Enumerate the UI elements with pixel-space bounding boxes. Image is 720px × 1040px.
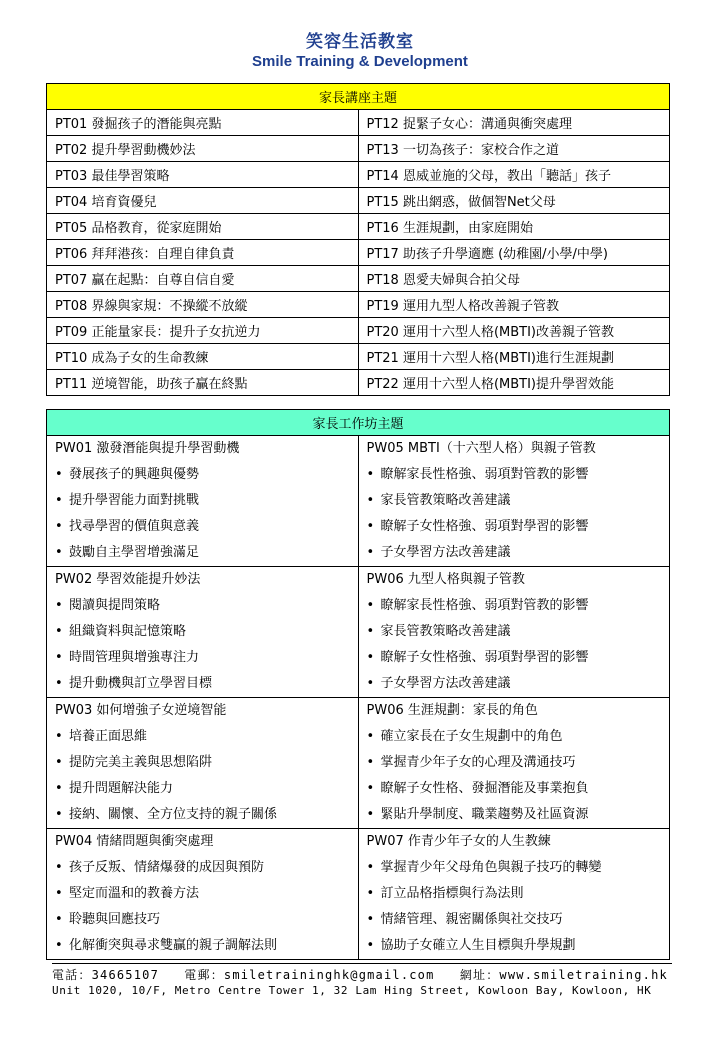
bullet-icon: • [55, 781, 63, 796]
email-label: 電郵： [184, 968, 224, 982]
workshop-bullet-text: 瞭解家長性格強、弱項對管教的影響 [380, 467, 589, 482]
workshop-bullet-item [359, 619, 670, 645]
bullet-icon: • [55, 886, 63, 901]
workshop-bullet-item [359, 750, 670, 776]
workshop-bullet-text: 提防完美主義與思想陷阱 [69, 755, 213, 770]
website-url: www.smiletraining.hk [499, 968, 668, 982]
lecture-topic: PT12 捉緊子女心：溝通與衝突處理 [358, 110, 670, 136]
workshop-title: PW01 激發潛能與提升學習動機 [55, 441, 240, 456]
lecture-topic: PT06 拜拜港孩：自理自律負責 [47, 240, 359, 266]
workshop-bullet-text: 瞭解家長性格強、弱項對管教的影響 [380, 598, 589, 613]
lecture-topic: PT05 品格教育，從家庭開始 [47, 214, 359, 240]
workshop-bullet-text: 堅定而溫和的教養方法 [69, 886, 200, 901]
bullet-icon: • [55, 545, 63, 560]
workshop-title: PW02 學習效能提升妙法 [55, 572, 201, 587]
lecture-topic: PT21 運用十六型人格(MBTI)進行生涯規劃 [358, 344, 670, 370]
workshop-bullet-item [359, 593, 670, 619]
workshop-bullet-text: 化解衝突與尋求雙贏的親子調解法則 [69, 938, 278, 953]
workshop-bullet-list [359, 724, 670, 828]
bullet-icon: • [55, 912, 63, 927]
workshop-row [47, 436, 670, 567]
workshop-cell [358, 829, 670, 960]
workshop-bullet-text: 提升問題解決能力 [69, 781, 174, 796]
bullet-icon: • [366, 493, 375, 508]
lecture-row [47, 266, 670, 292]
workshop-cell [47, 698, 359, 829]
workshop-bullet-item [47, 462, 358, 488]
workshop-bullet-list [47, 593, 358, 697]
workshop-bullet-text: 提升動機與訂立學習目標 [69, 676, 213, 691]
page-header [0, 32, 720, 71]
workshop-bullet-text: 找尋學習的價值與意義 [69, 519, 200, 534]
workshop-bullet-item [47, 593, 358, 619]
bullet-icon: • [55, 729, 63, 744]
workshop-bullet-item [47, 540, 358, 566]
bullet-icon: • [55, 467, 63, 482]
lecture-topic: PT07 贏在起點：自尊自信自愛 [47, 266, 359, 292]
workshop-bullet-list [47, 462, 358, 566]
workshop-bullet-item [47, 619, 358, 645]
lecture-row [47, 188, 670, 214]
lecture-topic: PT20 運用十六型人格(MBTI)改善親子管教 [358, 318, 670, 344]
bullet-icon: • [366, 676, 375, 691]
workshop-bullet-text: 協助子女確立人生目標與升學規劃 [380, 938, 576, 953]
lecture-row [47, 318, 670, 344]
footer-address: Unit 1020, 10/F, Metro Centre Tower 1, 32 Lam Hing Street, Kowloon Bay, Kowloon, HK [52, 984, 652, 997]
lecture-row [47, 292, 670, 318]
workshop-bullet-item [47, 671, 358, 697]
workshop-bullet-item [47, 488, 358, 514]
workshop-bullet-text: 瞭解子女性格強、弱項對學習的影響 [380, 650, 589, 665]
lecture-table-heading: 家長講座主題 [47, 84, 670, 110]
bullet-icon: • [366, 912, 375, 927]
workshop-bullet-item [359, 462, 670, 488]
parent-workshop-table [46, 409, 670, 960]
lecture-topic: PT04 培育資優兒 [47, 188, 359, 214]
org-name-english: Smile Training & Development [252, 53, 468, 70]
workshop-title: PW05 MBTI（十六型人格）與親子管教 [366, 441, 596, 456]
workshop-bullet-list [47, 724, 358, 828]
bullet-icon: • [366, 519, 375, 534]
lecture-topic: PT02 提升學習動機妙法 [47, 136, 359, 162]
workshop-bullet-text: 家長管教策略改善建議 [380, 624, 511, 639]
footer-divider [52, 963, 672, 964]
bullet-icon: • [55, 624, 63, 639]
workshop-row [47, 698, 670, 829]
workshop-bullet-item [359, 540, 670, 566]
lecture-topic: PT19 運用九型人格改善親子管教 [358, 292, 670, 318]
workshop-bullet-item [47, 802, 358, 828]
workshop-bullet-item [359, 776, 670, 802]
workshop-bullet-list [359, 593, 670, 697]
workshop-bullet-text: 瞭解子女性格、發掘潛能及事業抱負 [380, 781, 589, 796]
org-name-chinese: 笑容生活教室 [306, 32, 414, 52]
workshop-bullet-text: 鼓勵自主學習增強滿足 [69, 545, 200, 560]
workshop-title: PW06 生涯規劃：家長的角色 [366, 703, 538, 718]
bullet-icon: • [366, 729, 375, 744]
workshop-cell [47, 436, 359, 567]
workshop-bullet-text: 瞭解子女性格強、弱項對學習的影響 [380, 519, 589, 534]
workshop-cell [358, 698, 670, 829]
workshop-bullet-text: 子女學習方法改善建議 [380, 545, 511, 560]
workshop-bullet-text: 掌握青少年父母角色與親子技巧的轉變 [380, 860, 602, 875]
lecture-row [47, 110, 670, 136]
bullet-icon: • [366, 467, 375, 482]
workshop-bullet-text: 掌握青少年子女的心理及溝通技巧 [380, 755, 576, 770]
workshop-table-header [47, 410, 670, 436]
workshop-bullet-text: 緊貼升學制度、職業趨勢及社區資源 [380, 807, 589, 822]
website-label: 網址： [459, 968, 500, 982]
workshop-bullet-item [359, 645, 670, 671]
workshop-cell [358, 567, 670, 698]
parent-lecture-table [46, 83, 670, 396]
workshop-cell [47, 567, 359, 698]
bullet-icon: • [55, 598, 63, 613]
workshop-bullet-text: 子女學習方法改善建議 [380, 676, 511, 691]
lecture-row [47, 214, 670, 240]
workshop-title: PW03 如何增強子女逆境智能 [55, 703, 227, 718]
workshop-bullet-item [47, 645, 358, 671]
workshop-bullet-list [359, 855, 670, 959]
workshop-bullet-text: 時間管理與增強專注力 [69, 650, 200, 665]
workshop-bullet-text: 情緒管理、親密關係與社交技巧 [380, 912, 563, 927]
bullet-icon: • [366, 755, 375, 770]
bullet-icon: • [55, 860, 63, 875]
workshop-row [47, 567, 670, 698]
bullet-icon: • [366, 781, 375, 796]
bullet-icon: • [55, 938, 63, 953]
lecture-topic: PT15 跳出網惑，做個智Net父母 [358, 188, 670, 214]
workshop-cell [47, 829, 359, 960]
workshop-bullet-item [359, 724, 670, 750]
workshop-bullet-item [359, 881, 670, 907]
workshop-bullet-text: 孩子反叛、情緒爆發的成因與預防 [69, 860, 265, 875]
workshop-bullet-text: 確立家長在子女生規劃中的角色 [380, 729, 563, 744]
bullet-icon: • [366, 886, 375, 901]
workshop-bullet-text: 發展孩子的興趣與優勢 [69, 467, 200, 482]
workshop-bullet-item [359, 514, 670, 540]
workshop-bullet-item [359, 802, 670, 828]
lecture-table-header [47, 84, 670, 110]
phone-number: 34665107 [91, 968, 160, 982]
workshop-bullet-text: 接納、關懷、全方位支持的親子關係 [69, 807, 278, 822]
page-footer [52, 967, 692, 999]
lecture-row [47, 370, 670, 396]
lecture-topic: PT01 發掘孩子的潛能與亮點 [47, 110, 359, 136]
bullet-icon: • [55, 519, 63, 534]
workshop-bullet-text: 提升學習能力面對挑戰 [69, 493, 200, 508]
email-address: smiletraininghk@gmail.com [223, 968, 435, 982]
workshop-bullet-item [47, 855, 358, 881]
workshop-bullet-item [47, 881, 358, 907]
workshop-title: PW06 九型人格與親子管教 [366, 572, 525, 587]
bullet-icon: • [366, 807, 375, 822]
lecture-row [47, 344, 670, 370]
workshop-bullet-item [359, 488, 670, 514]
workshop-bullet-text: 聆聽與回應技巧 [69, 912, 161, 927]
workshop-title: PW07 作青少年子女的人生教練 [366, 834, 551, 849]
lecture-topic: PT17 助孩子升學適應 (幼稚園/小學/中學) [358, 240, 670, 266]
lecture-topic: PT10 成為子女的生命教練 [47, 344, 359, 370]
bullet-icon: • [366, 938, 375, 953]
bullet-icon: • [366, 650, 375, 665]
workshop-bullet-item [359, 855, 670, 881]
workshop-bullet-item [359, 671, 670, 697]
bullet-icon: • [366, 598, 375, 613]
lecture-row [47, 136, 670, 162]
workshop-row [47, 829, 670, 960]
workshop-bullet-text: 培養正面思維 [69, 729, 148, 744]
workshop-bullet-item [47, 724, 358, 750]
lecture-topic: PT11 逆境智能，助孩子贏在終點 [47, 370, 359, 396]
workshop-title: PW04 情緒問題與衝突處理 [55, 834, 214, 849]
lecture-topic: PT18 恩愛夫婦與合拍父母 [358, 266, 670, 292]
workshop-bullet-list [359, 462, 670, 566]
lecture-row [47, 162, 670, 188]
bullet-icon: • [366, 860, 375, 875]
workshop-bullet-text: 組織資料與記憶策略 [69, 624, 187, 639]
workshop-bullet-list [47, 855, 358, 959]
lecture-topic: PT22 運用十六型人格(MBTI)提升學習效能 [358, 370, 670, 396]
lecture-topic: PT14 恩威並施的父母，教出「聽話」孩子 [358, 162, 670, 188]
workshop-bullet-item [47, 514, 358, 540]
workshop-cell [358, 436, 670, 567]
lecture-topic: PT03 最佳學習策略 [47, 162, 359, 188]
bullet-icon: • [55, 493, 63, 508]
lecture-topic: PT16 生涯規劃，由家庭開始 [358, 214, 670, 240]
lecture-topic: PT13 一切為孩子：家校合作之道 [358, 136, 670, 162]
bullet-icon: • [55, 650, 63, 665]
workshop-bullet-text: 閱讀與提問策略 [69, 598, 161, 613]
bullet-icon: • [55, 676, 63, 691]
bullet-icon: • [366, 624, 375, 639]
workshop-bullet-text: 家長管教策略改善建議 [380, 493, 511, 508]
workshop-table-heading: 家長工作坊主題 [47, 410, 670, 436]
workshop-bullet-item [47, 776, 358, 802]
bullet-icon: • [55, 807, 63, 822]
workshop-bullet-item [47, 933, 358, 959]
footer-contact-line [52, 967, 692, 983]
workshop-bullet-text: 訂立品格指標與行為法則 [380, 886, 524, 901]
bullet-icon: • [366, 545, 375, 560]
workshop-bullet-item [47, 750, 358, 776]
lecture-topic: PT08 界線與家規：不操縱不放縱 [47, 292, 359, 318]
lecture-topic: PT09 正能量家長：提升子女抗逆力 [47, 318, 359, 344]
workshop-bullet-item [359, 933, 670, 959]
workshop-bullet-item [47, 907, 358, 933]
workshop-bullet-item [359, 907, 670, 933]
lecture-row [47, 240, 670, 266]
bullet-icon: • [55, 755, 63, 770]
phone-label: 電話： [52, 968, 92, 982]
